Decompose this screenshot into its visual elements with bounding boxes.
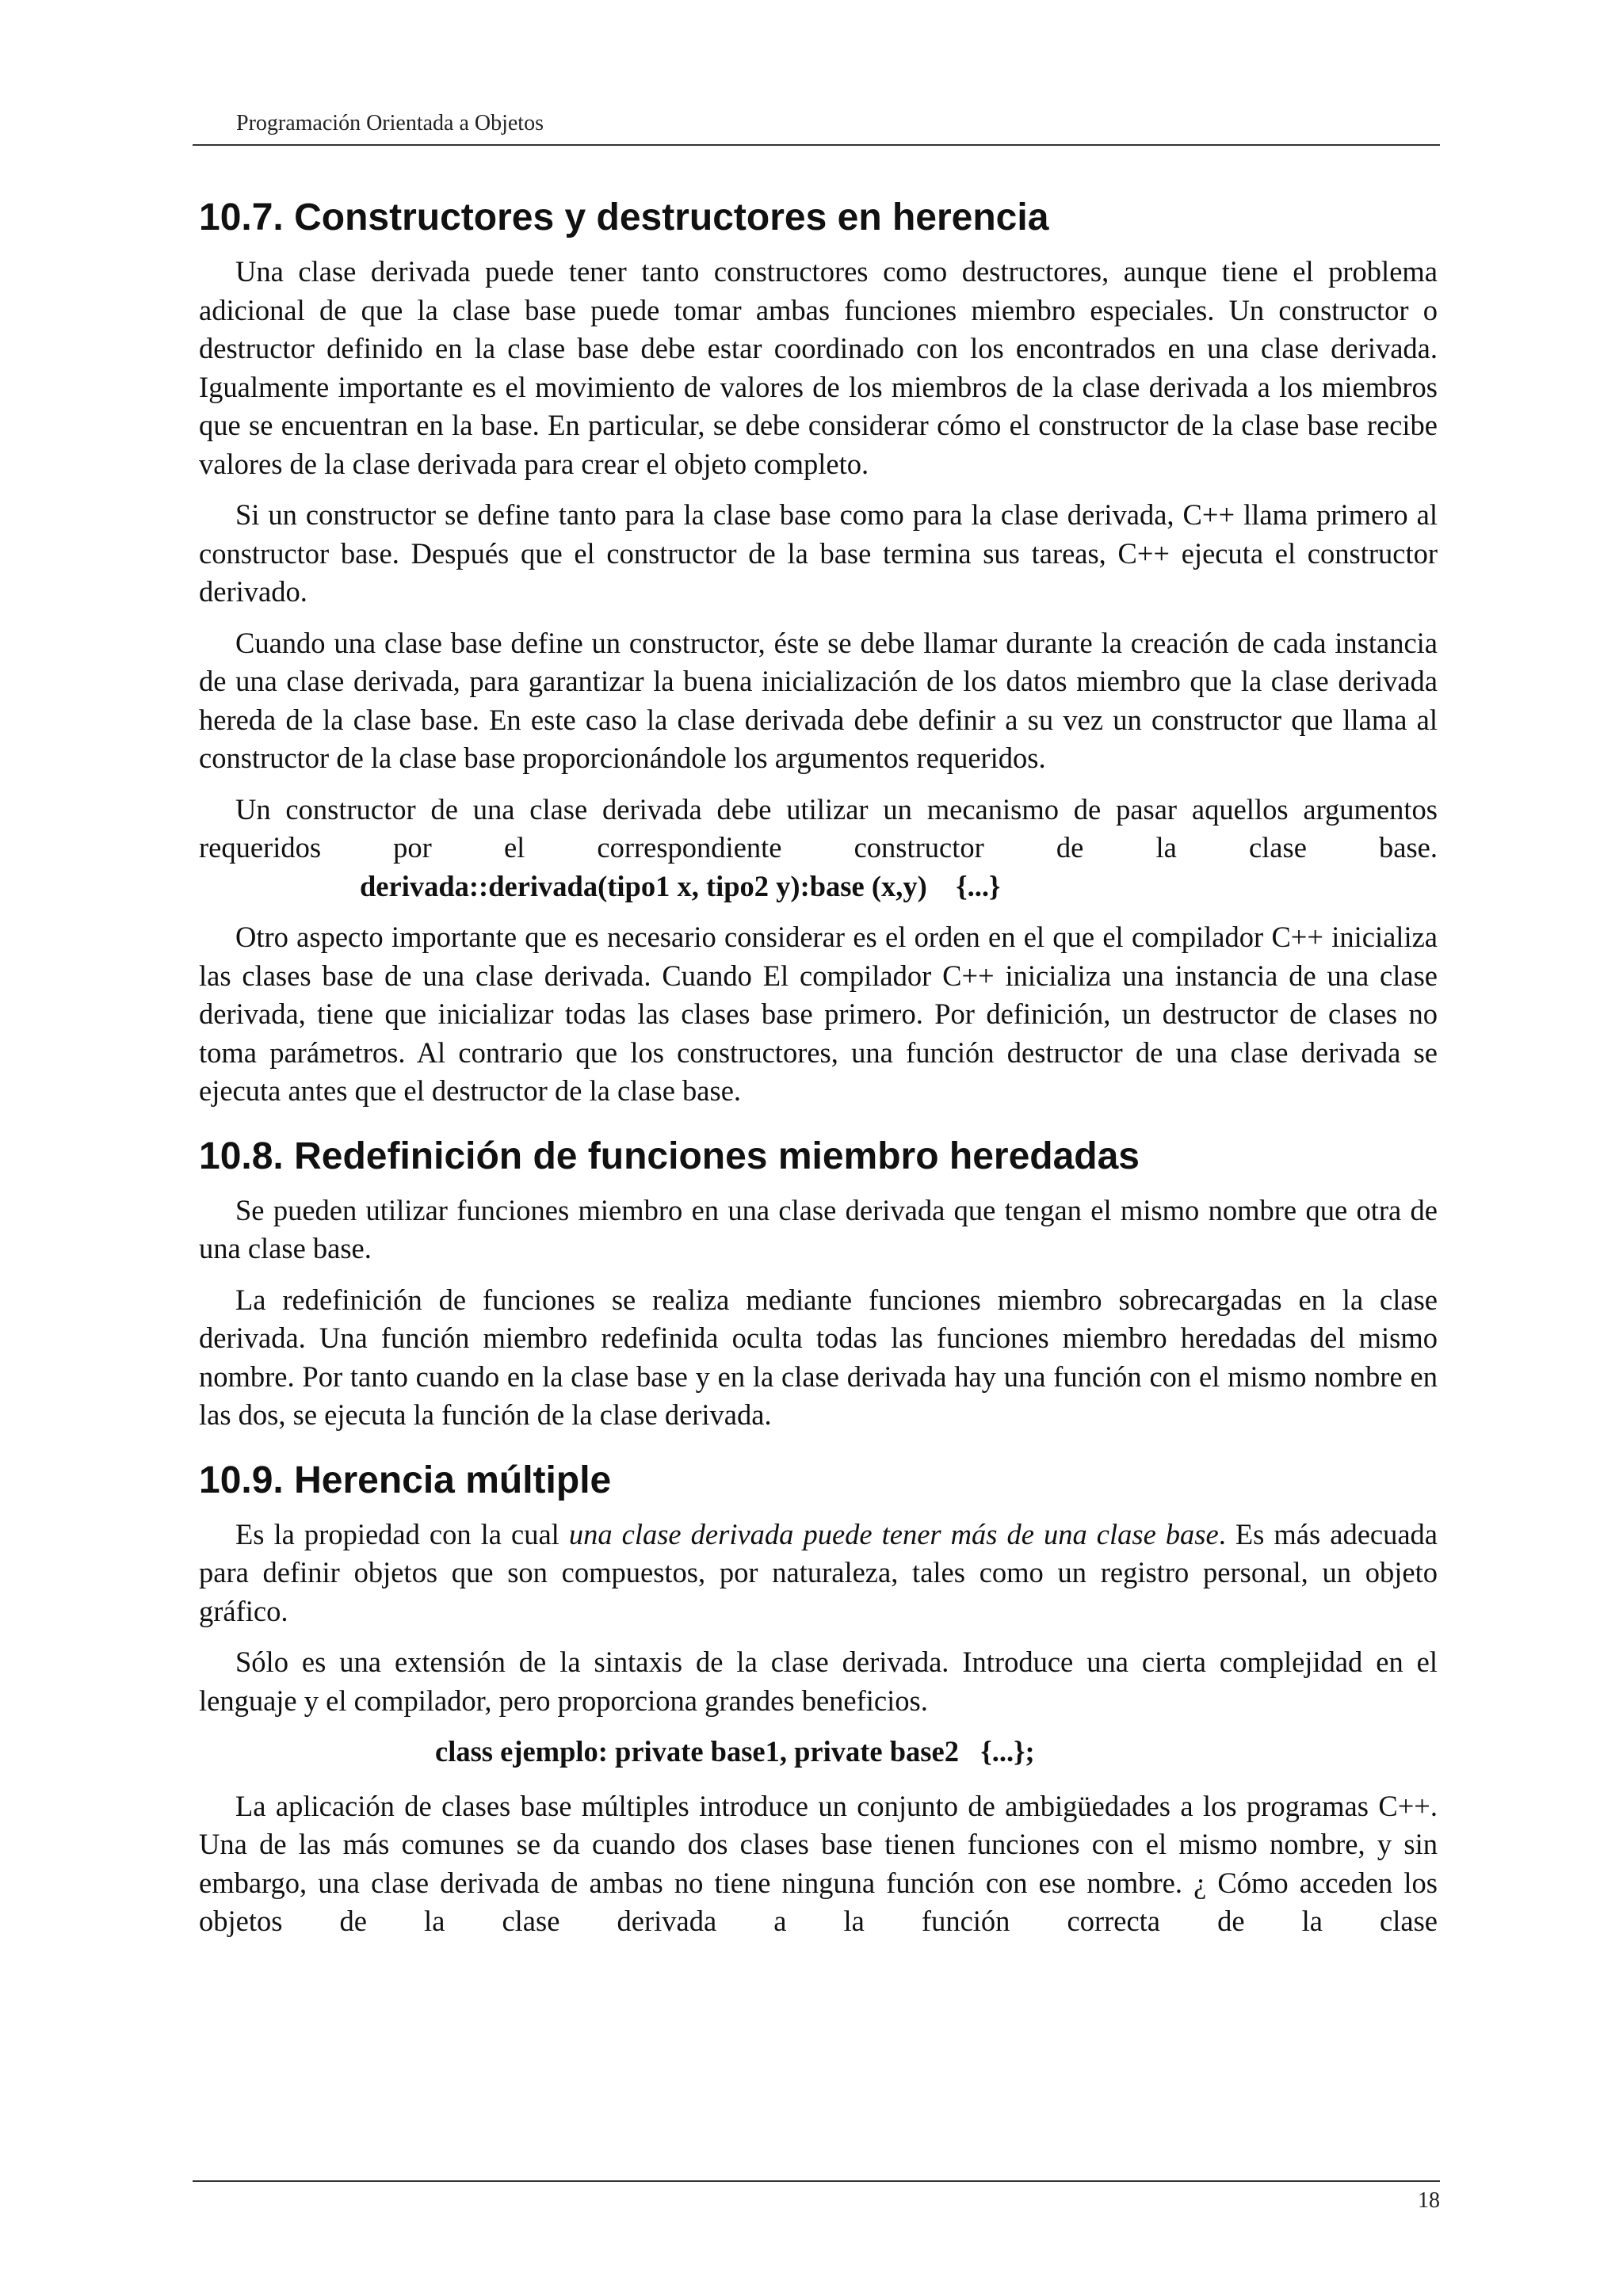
running-header-title: Programación Orientada a Objetos — [236, 111, 544, 135]
paragraph: Otro aspecto importante que es necesario considerar es el orden en el que el compilador C++ inicializa las clases base de una clase derivada. Cuando El compilador C++ inicializa una instancia de una clase derivada, tiene que inicializar todas las clases base primero. Por definición, un destructor de clases no toma parámetros. Al contrario que los constructores, una función destructor de una clase derivada se ejecuta antes que el destructor de la clase base. — [199, 921, 1438, 1107]
footer-rule — [193, 2180, 1440, 2182]
paragraph: Se pueden utilizar funciones miembro en una clase derivada que tengan el mismo nombre que otra de una clase base. — [199, 1193, 1438, 1264]
paragraph: Cuando una clase base define un constructor, éste se debe llamar durante la creación de cada instancia de una clase derivada, para garantizar la buena inicialización de los datos miembro que la clase derivada hereda de la clase base. En este caso la clase derivada debe definir a su vez un constructor que llama al constructor de la clase base proporcionándole los argumentos requeridos. — [199, 626, 1438, 774]
page-body — [199, 194, 1438, 1954]
section-heading: 10.9. Herencia múltiple — [199, 1459, 612, 1501]
code-example: class ejemplo: private base1, private base2 {...}; — [435, 1735, 1035, 1768]
section-10-9 — [199, 1457, 1438, 1941]
emphasized-definition: una clase derivada puede tener más de una clase base — [568, 1517, 1219, 1550]
section-10-8 — [199, 1133, 1438, 1435]
paragraph-text: . Es más adecuada para definir objetos que son compuestos, por naturaleza, tales como un registro personal, un objeto gráfico. — [199, 1517, 1438, 1627]
paragraph: Una clase derivada puede tener tanto constructores como destructores, aunque tiene el problema adicional de que la clase base puede tomar ambas funciones miembro especiales. Un constructor o destructor definido en la clase base debe estar coordinado con los encontrados en una clase derivada. Igualmente importante es el movimiento de valores de los miembros de la clase derivada a los miembros que se encuentran en la base. En particular, se debe considerar cómo el constructor de la clase base recibe valores de la clase derivada para crear el objeto completo. — [199, 255, 1438, 480]
paragraph: La redefinición de funciones se realiza mediante funciones miembro sobrecargadas en la clase derivada. Una función miembro redefinida oculta todas las funciones miembro heredadas del mismo nombre. Por tanto cuando en la clase base y en la clase derivada hay una función con el mismo nombre en las dos, se ejecuta la función de la clase derivada. — [199, 1283, 1438, 1431]
paragraph — [199, 1516, 1438, 1631]
section-10-7 — [199, 194, 1438, 1111]
paragraph: Sólo es una extensión de la sintaxis de la clase derivada. Introduce una cierta complejidad en el lenguaje y el compilador, pero proporciona grandes beneficios. — [199, 1646, 1438, 1717]
paragraph: La aplicación de clases base múltiples introduce un conjunto de ambigüedades a los programas C++. Una de las más comunes se da cuando dos clases base tienen funciones con el mismo nombre, y sin embargo, una clase derivada de ambas no tiene ninguna función con ese nombre. ¿ Cómo acceden los objetos de la clase derivada a la función correcta de la clase — [199, 1789, 1438, 1937]
paragraph: Un constructor de una clase derivada debe utilizar un mecanismo de pasar aquellos argumentos requeridos por el correspondiente constructor de la clase base. — [199, 792, 1438, 864]
paragraph-text: Es la propiedad con la cual — [235, 1517, 569, 1550]
page-number: 18 — [1418, 2188, 1440, 2213]
paragraph: Si un constructor se define tanto para la clase base como para la clase derivada, C++ llama primero al constructor base. Después que el constructor de la base termina sus tareas, C++ ejecuta el constructor derivado. — [199, 498, 1438, 608]
section-heading: 10.8. Redefinición de funciones miembro heredadas — [199, 1135, 1140, 1177]
code-example: derivada::derivada(tipo1 x, tipo2 y):base (x,y) {...} — [360, 869, 1001, 902]
section-heading: 10.7. Constructores y destructores en herencia — [199, 196, 1049, 238]
header-rule — [193, 144, 1440, 146]
